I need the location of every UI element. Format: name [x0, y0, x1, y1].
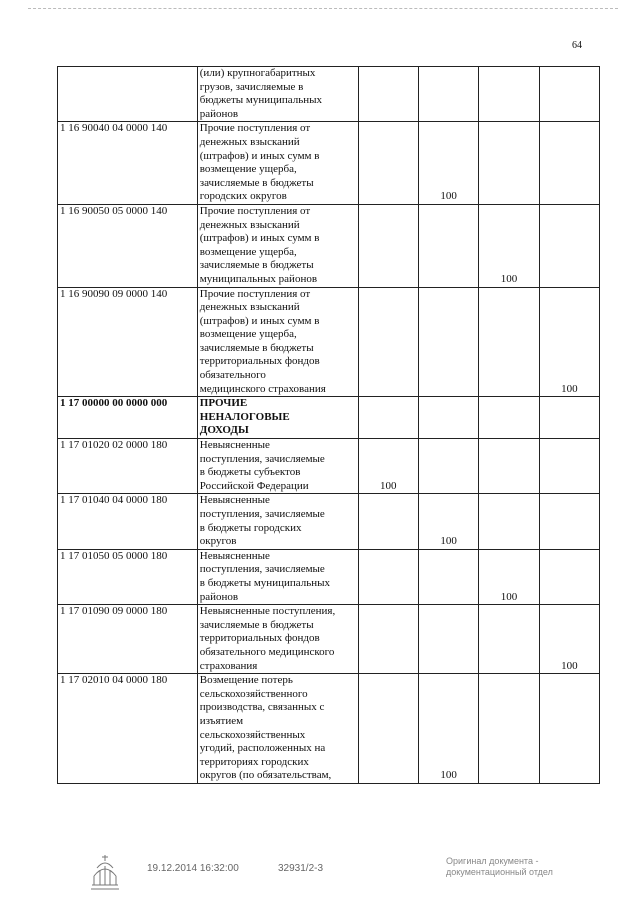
norm-value-cell — [539, 204, 599, 287]
norm-value-cell — [418, 67, 478, 122]
revenue-name-line: возмещение ущерба, — [199, 245, 297, 258]
revenue-name-line: возмещение ущерба, — [199, 163, 297, 176]
norm-value-cell — [358, 287, 418, 397]
revenue-name-line: Невыясненные поступления, — [199, 605, 336, 618]
revenue-name-cell — [197, 549, 358, 604]
table-row — [58, 605, 600, 674]
norm-value: 100 — [500, 590, 518, 603]
norm-value-cell — [418, 204, 478, 287]
revenue-name-line: поступления, зачисляемые — [199, 508, 325, 520]
norm-value-cell — [358, 549, 418, 604]
norm-value-cell — [479, 122, 539, 205]
budget-code-cell: 1 17 00000 00 0000 000 — [58, 397, 198, 439]
norm-value-cell — [539, 439, 599, 494]
norm-value-cell — [539, 549, 599, 604]
revenue-name-line: денежных взысканий — [199, 301, 300, 314]
revenue-name-line: поступления, зачисляемые — [199, 452, 325, 465]
norm-value-cell — [358, 494, 418, 549]
revenue-name-line: производства, связанных с — [199, 701, 325, 714]
norm-value-cell — [479, 549, 539, 604]
revenue-name-line: территориальных фондов — [199, 355, 320, 368]
norm-value-cell — [358, 122, 418, 205]
revenue-name-line: (или) крупногабаритных — [199, 67, 316, 79]
table-row — [58, 397, 600, 439]
budget-code-cell: 1 16 90090 09 0000 140 — [58, 287, 198, 397]
norm-value-cell — [539, 67, 599, 122]
norm-value-cell — [418, 494, 478, 549]
revenue-name-line: районов — [199, 590, 239, 603]
budget-code-cell: 1 17 01040 04 0000 180 — [58, 494, 198, 549]
norm-value-cell — [418, 439, 478, 494]
norm-value-cell — [539, 287, 599, 397]
revenue-name-line: сельскохозяйственного — [199, 687, 308, 700]
norm-value-cell — [358, 67, 418, 122]
revenue-name-line: Невыясненные — [199, 439, 270, 452]
norm-value-cell — [479, 674, 539, 784]
revenue-name-line: обязательного медицинского — [199, 645, 335, 658]
revenue-name-line: денежных взысканий — [199, 218, 300, 231]
revenue-name-cell — [197, 397, 358, 439]
norm-value-cell — [358, 674, 418, 784]
revenue-name-line: округов (по обязательствам, — [199, 769, 332, 782]
norm-value-cell — [539, 605, 599, 674]
table-row — [58, 287, 600, 397]
copy-note — [446, 856, 553, 878]
norm-value-cell — [418, 287, 478, 397]
budget-code-cell: 1 16 90050 05 0000 140 — [58, 204, 198, 287]
norm-value-cell — [358, 397, 418, 439]
revenue-name-line: городских округов — [199, 190, 287, 203]
norm-value-cell — [479, 67, 539, 122]
norm-value-cell — [479, 204, 539, 287]
revenue-name-line: медицинского страхования — [199, 382, 326, 395]
norm-value: 100 — [440, 535, 457, 548]
table-row — [58, 122, 600, 205]
norm-value: 100 — [561, 382, 578, 395]
revenue-name-line: в бюджеты городских — [199, 521, 302, 534]
revenue-name-cell — [197, 494, 358, 549]
table-row — [58, 204, 600, 287]
revenue-name-line: зачисляемые в бюджеты — [199, 176, 314, 189]
revenue-name-line: Невыясненные — [199, 494, 270, 507]
table-row — [58, 674, 600, 784]
revenue-name-line: Прочие поступления от — [199, 287, 311, 300]
norm-value-cell — [479, 397, 539, 439]
revenue-name-line: Прочие поступления от — [199, 204, 311, 217]
budget-table — [57, 66, 600, 784]
revenue-name-line: денежных взысканий — [199, 135, 300, 148]
revenue-name-line: муниципальных районов — [199, 272, 318, 285]
revenue-name-cell — [197, 204, 358, 287]
norm-value-cell — [539, 122, 599, 205]
revenue-name-line: Прочие поступления от — [199, 122, 311, 135]
norm-value: 100 — [561, 659, 578, 672]
revenue-name-line: ДОХОДЫ — [199, 424, 249, 437]
revenue-name-line: (штрафов) и иных сумм в — [199, 232, 320, 245]
norm-value-cell — [479, 605, 539, 674]
revenue-name-line: округов — [199, 535, 237, 548]
emblem-icon — [88, 852, 122, 892]
table-row — [58, 494, 600, 549]
revenue-name-line: (штрафов) и иных сумм в — [199, 149, 320, 162]
revenue-name-line: Невыясненные — [199, 549, 270, 562]
norm-value: 100 — [380, 479, 397, 492]
revenue-name-line: зачисляемые в бюджеты — [199, 259, 314, 272]
norm-value-cell — [358, 605, 418, 674]
copy-note-line: Оригинал документа - — [446, 856, 539, 866]
norm-value: 100 — [440, 190, 457, 203]
revenue-name-cell — [197, 605, 358, 674]
revenue-name-line: изъятием — [199, 714, 244, 727]
page-number: 64 — [572, 40, 582, 51]
norm-value: 100 — [500, 272, 518, 285]
budget-code-cell: 1 17 01020 02 0000 180 — [58, 439, 198, 494]
revenue-name-line: зачисляемые в бюджеты — [199, 341, 314, 354]
budget-code-cell: 1 17 01050 05 0000 180 — [58, 549, 198, 604]
revenue-name-line: (штрафов) и иных сумм в — [199, 314, 320, 327]
revenue-name-line: территориальных фондов — [199, 632, 320, 645]
revenue-name-line: сельскохозяйственных — [199, 728, 306, 741]
revenue-name-line: в бюджеты муниципальных — [199, 576, 331, 589]
copy-note-line: документационный отдел — [446, 867, 553, 877]
revenue-name-line: страхования — [199, 659, 258, 672]
norm-value: 100 — [440, 769, 457, 782]
revenue-name-cell — [197, 122, 358, 205]
revenue-name-line: бюджеты муниципальных — [199, 94, 323, 107]
page-footer — [0, 850, 640, 900]
revenue-name-line: территориях городских — [199, 755, 309, 768]
revenue-name-line: ПРОЧИЕ — [199, 397, 248, 410]
norm-value-cell — [479, 439, 539, 494]
norm-value-cell — [479, 494, 539, 549]
norm-value-cell — [479, 287, 539, 397]
revenue-name-cell — [197, 287, 358, 397]
table-row — [58, 67, 600, 122]
revenue-name-line: районов — [199, 107, 239, 120]
norm-value-cell — [418, 397, 478, 439]
revenue-name-cell — [197, 674, 358, 784]
norm-value-cell — [539, 397, 599, 439]
norm-value-cell — [539, 674, 599, 784]
table-row — [58, 439, 600, 494]
norm-value-cell — [418, 605, 478, 674]
revenue-name-cell — [197, 439, 358, 494]
revenue-name-cell — [197, 67, 358, 122]
document-number: 32931/2-3 — [278, 863, 324, 874]
norm-value-cell — [418, 122, 478, 205]
revenue-name-line: грузов, зачисляемые в — [199, 80, 304, 93]
revenue-name-line: угодий, расположенных на — [199, 742, 326, 755]
norm-value-cell — [539, 494, 599, 549]
revenue-name-line: возмещение ущерба, — [199, 328, 297, 341]
revenue-name-line: НЕНАЛОГОВЫЕ — [199, 410, 290, 423]
budget-code-cell — [58, 67, 198, 122]
revenue-name-line: зачисляемые в бюджеты — [199, 618, 314, 631]
budget-code-cell: 1 16 90040 04 0000 140 — [58, 122, 198, 205]
norm-value-cell — [358, 439, 418, 494]
revenue-name-line: Возмещение потерь — [199, 674, 293, 687]
budget-code-cell: 1 17 01090 09 0000 180 — [58, 605, 198, 674]
budget-code-cell: 1 17 02010 04 0000 180 — [58, 674, 198, 784]
norm-value-cell — [418, 674, 478, 784]
revenue-name-line: обязательного — [199, 369, 266, 382]
norm-value-cell — [418, 549, 478, 604]
norm-value-cell — [358, 204, 418, 287]
revenue-name-line: поступления, зачисляемые — [199, 563, 325, 576]
revenue-name-line: Российской Федерации — [199, 479, 309, 492]
print-timestamp: 19.12.2014 16:32:00 — [147, 863, 239, 874]
revenue-name-line: в бюджеты субъектов — [199, 466, 301, 479]
table-row — [58, 549, 600, 604]
scan-edge-line — [28, 8, 618, 9]
